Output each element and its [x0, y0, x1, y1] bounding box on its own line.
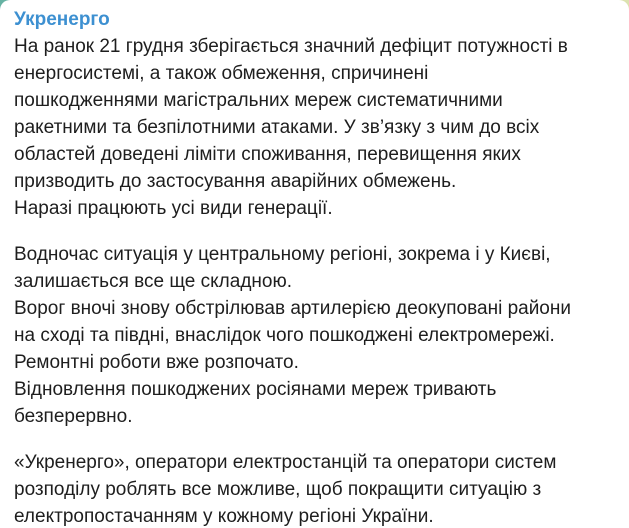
message-line: залишається все ще складною. — [14, 271, 292, 292]
message-line: призводить до застосування аварійних обмежень. — [14, 171, 457, 192]
message-line: «Укренерго», оператори електростанцій та оператори систем — [14, 452, 557, 473]
channel-name[interactable]: Укренерго — [14, 9, 110, 30]
message-line: безперервно. — [14, 406, 133, 427]
message-line: областей доведені ліміти споживання, перевищення яких — [14, 144, 521, 165]
message-line: електропостачанням у кожному регіоні України. — [14, 506, 434, 527]
message-line: Водночас ситуація у центральному регіоні, зокрема і у Києві, — [14, 244, 551, 265]
message-line: Відновлення пошкоджених росіянами мереж тривають — [14, 379, 497, 400]
message-paragraph — [14, 33, 615, 222]
message-line: На ранок 21 грудня зберігається значний дефіцит потужності в — [14, 36, 568, 57]
message-line: енергосистемі, а також обмеження, спричинені — [14, 63, 429, 84]
message-line: розподілу роблять все можливе, щоб покращити ситуацію з — [14, 479, 542, 500]
message-line: на сході та півдні, внаслідок чого пошкоджені електромережі. — [14, 325, 555, 346]
message-text — [14, 33, 615, 528]
message-paragraph — [14, 241, 615, 430]
message-line: ракетними та безпілотними атаками. У зв’язку з чим до всіх — [14, 117, 540, 138]
message-line: Ремонтні роботи вже розпочато. — [14, 352, 299, 373]
message-line: Ворог вночі знову обстрілював артилерією деокуповані райони — [14, 298, 571, 319]
message-line: Наразі працюють усі види генерації. — [14, 198, 333, 219]
message-paragraph — [14, 449, 615, 528]
message-line: пошкодженнями магістральних мереж систематичними — [14, 90, 503, 111]
